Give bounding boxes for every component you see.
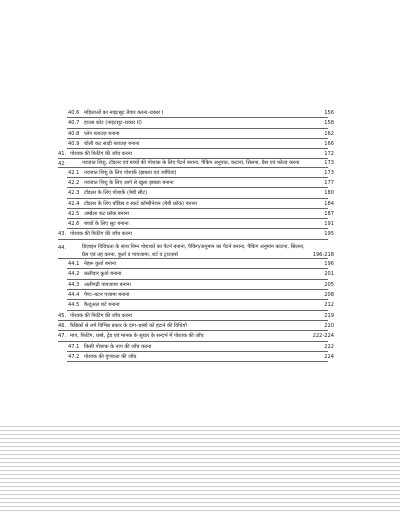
entry-page: 187: [324, 210, 334, 217]
entry-page: 205: [324, 281, 334, 288]
toc-entry: [58, 331, 334, 341]
entry-number: 42.3: [68, 190, 80, 197]
toc-entry: [58, 311, 334, 321]
toc-entry: [58, 352, 334, 362]
entry-number: 47.: [58, 333, 67, 340]
entry-title: माप, फिटिंग, धब्बे, ट्रेंड एवं मानक के सुधार के सन्दर्भ में पोशाक की जाँच: [70, 333, 204, 340]
entry-page: 196: [324, 261, 334, 268]
entry-title: नवजात शिशु के लिए पोशाकें (झबला एवं जांघिया): [84, 169, 177, 176]
entry-title: बच्चों के लिए सूट बनाना: [84, 221, 129, 228]
toc-entry: [58, 243, 334, 259]
toc-entry: [58, 300, 334, 310]
entry-title: पोशाक की गुणवत्ता की जाँच: [84, 353, 137, 360]
entry-number: 40.7: [68, 120, 80, 127]
entry-title: प्लेन ब्लाउज़ बनाना: [84, 130, 120, 137]
entry-title: चोली कट साड़ी ब्लाउज़ बनाना: [84, 140, 140, 147]
entry-title: पोशाक की फिटिंग की जाँच करना: [70, 151, 132, 158]
entry-title: किसी पोशाक के नाप की जाँच करना: [84, 343, 152, 350]
decorative-stripe-band: [0, 426, 400, 511]
entry-page: 196-218: [312, 251, 334, 258]
entry-page: 222: [324, 343, 334, 350]
entry-number: 45.: [58, 312, 67, 319]
entry-number: 44.: [58, 244, 67, 251]
entry-title: अलीगढ़ी पायजामा बनाना: [84, 281, 131, 288]
entry-page: 166: [324, 140, 334, 147]
entry-title: टॉडलर के लिए पोशाकें (बेबी सीट): [84, 190, 148, 197]
toc-entry: [58, 342, 334, 352]
entry-page: 195: [324, 231, 334, 238]
toc-entry: [58, 168, 334, 178]
toc-entry: [58, 178, 334, 188]
entry-page: 156: [324, 110, 334, 116]
entry-title: नवजात शिशु के लिए आगे से खुला झबला बनाना: [84, 179, 174, 186]
entry-number: 44.3: [68, 281, 80, 288]
entry-page: 162: [324, 130, 334, 137]
entry-number: 43.: [58, 231, 67, 238]
entry-number: 46.: [58, 322, 67, 329]
entry-number: 47.1: [68, 343, 80, 350]
entry-page: 208: [324, 292, 334, 299]
entry-page: 220: [324, 322, 334, 329]
entry-number: 42.5: [68, 210, 80, 217]
entry-title: पैण्ट–बटन पजामा बनाना: [84, 292, 130, 299]
entry-page: 172: [324, 151, 334, 158]
entry-number: 44.5: [68, 302, 80, 309]
entry-title: महिलाओं का नाइटसूट तैयार करना–प्रकार I: [84, 110, 164, 116]
toc-entry: [58, 129, 334, 139]
toc-entry: [58, 159, 334, 167]
entry-number: 41.: [58, 151, 67, 158]
entry-number: 42.2: [68, 179, 80, 186]
entry-page: 184: [324, 200, 334, 207]
entry-title: डिज़ाइन विविधता के साथ निम्न पोशाकों का पैटर्न बनाना, पैकिंग/अनुमान का पैटर्न बनाना, पैकिंग अनुमान काटना, सिलना, प्रैस एवं तह करना, कुर्ता व पायजामा, शर्ट व ट्राउज़र्स: [82, 243, 305, 258]
entry-title: टॉडलर के लिए बॉडिस व स्कर्ट कॉम्बीनेशन (बेबी फ्रॉक) बनाना: [84, 200, 197, 207]
entry-page: 173: [324, 169, 334, 176]
toc-entry: [58, 199, 334, 209]
entry-title: नवजात शिशु, टॉडलर एवं बच्चों की पोशाक के लिए पैटर्न बनाना, पैकिंग अनुपात, कटाना, सिलना, प्रैस एवं फोल्ड करना: [82, 160, 300, 167]
entry-number: 42.1: [68, 169, 80, 176]
entry-page: 158: [324, 120, 334, 127]
entry-title: नेहरू कुर्ता बनाना: [84, 261, 117, 268]
entry-page: 219: [324, 312, 334, 319]
toc-entry: [58, 259, 334, 269]
toc-entry: [58, 108, 334, 118]
toc-entry: [58, 209, 334, 219]
entry-number: 44.4: [68, 292, 80, 299]
entry-number: 42.: [58, 161, 67, 168]
divider: [58, 239, 328, 240]
entry-number: 42.4: [68, 200, 80, 207]
entry-number: 40.8: [68, 130, 80, 137]
entry-page: 191: [324, 221, 334, 228]
entry-title: हाउस कोट (नाइटसूट–प्रकार II): [84, 120, 142, 127]
entry-title: कलीदार कुर्ता बनाना: [84, 271, 122, 278]
toc-entry: [58, 149, 334, 159]
entry-page: 222-224: [312, 333, 334, 340]
entry-number: 44.1: [68, 261, 80, 268]
entry-page: 177: [324, 179, 334, 186]
entry-number: 42.6: [68, 221, 80, 228]
entry-number: 40.9: [68, 140, 80, 147]
toc-entry: [58, 321, 334, 331]
entry-title: अम्ब्रेला कट फ्रॉक बनाना: [84, 210, 129, 217]
entry-title: कैज़ुअल शर्ट बनाना: [84, 302, 120, 309]
entry-number: 44.2: [68, 271, 80, 278]
entry-page: 180: [324, 190, 334, 197]
toc-entry: [58, 280, 334, 290]
table-of-contents: [58, 108, 334, 362]
toc-entry: [58, 188, 334, 198]
entry-number: 47.2: [68, 353, 80, 360]
entry-title: फैब्रिकों से लगे विभिन्न प्रकार के दाग–धब्बों को हटाने की विधियाँ: [70, 322, 187, 329]
toc-entry: [58, 219, 334, 229]
entry-page: 212: [324, 302, 334, 309]
entry-title: पोशाक की फिटिंग की जाँच करना: [70, 231, 132, 238]
entry-page: 201: [324, 271, 334, 278]
entry-number: 40.6: [68, 110, 80, 116]
toc-entry: [58, 118, 334, 128]
toc-entry: [58, 139, 334, 149]
divider: [67, 361, 328, 362]
entry-title: पोशाक की फिटिंग की जाँच करना: [70, 312, 132, 319]
toc-entry: [58, 269, 334, 279]
toc-entry: [58, 290, 334, 300]
entry-page: 173: [324, 160, 334, 167]
toc-entry: [58, 229, 334, 239]
entry-page: 224: [324, 353, 334, 360]
